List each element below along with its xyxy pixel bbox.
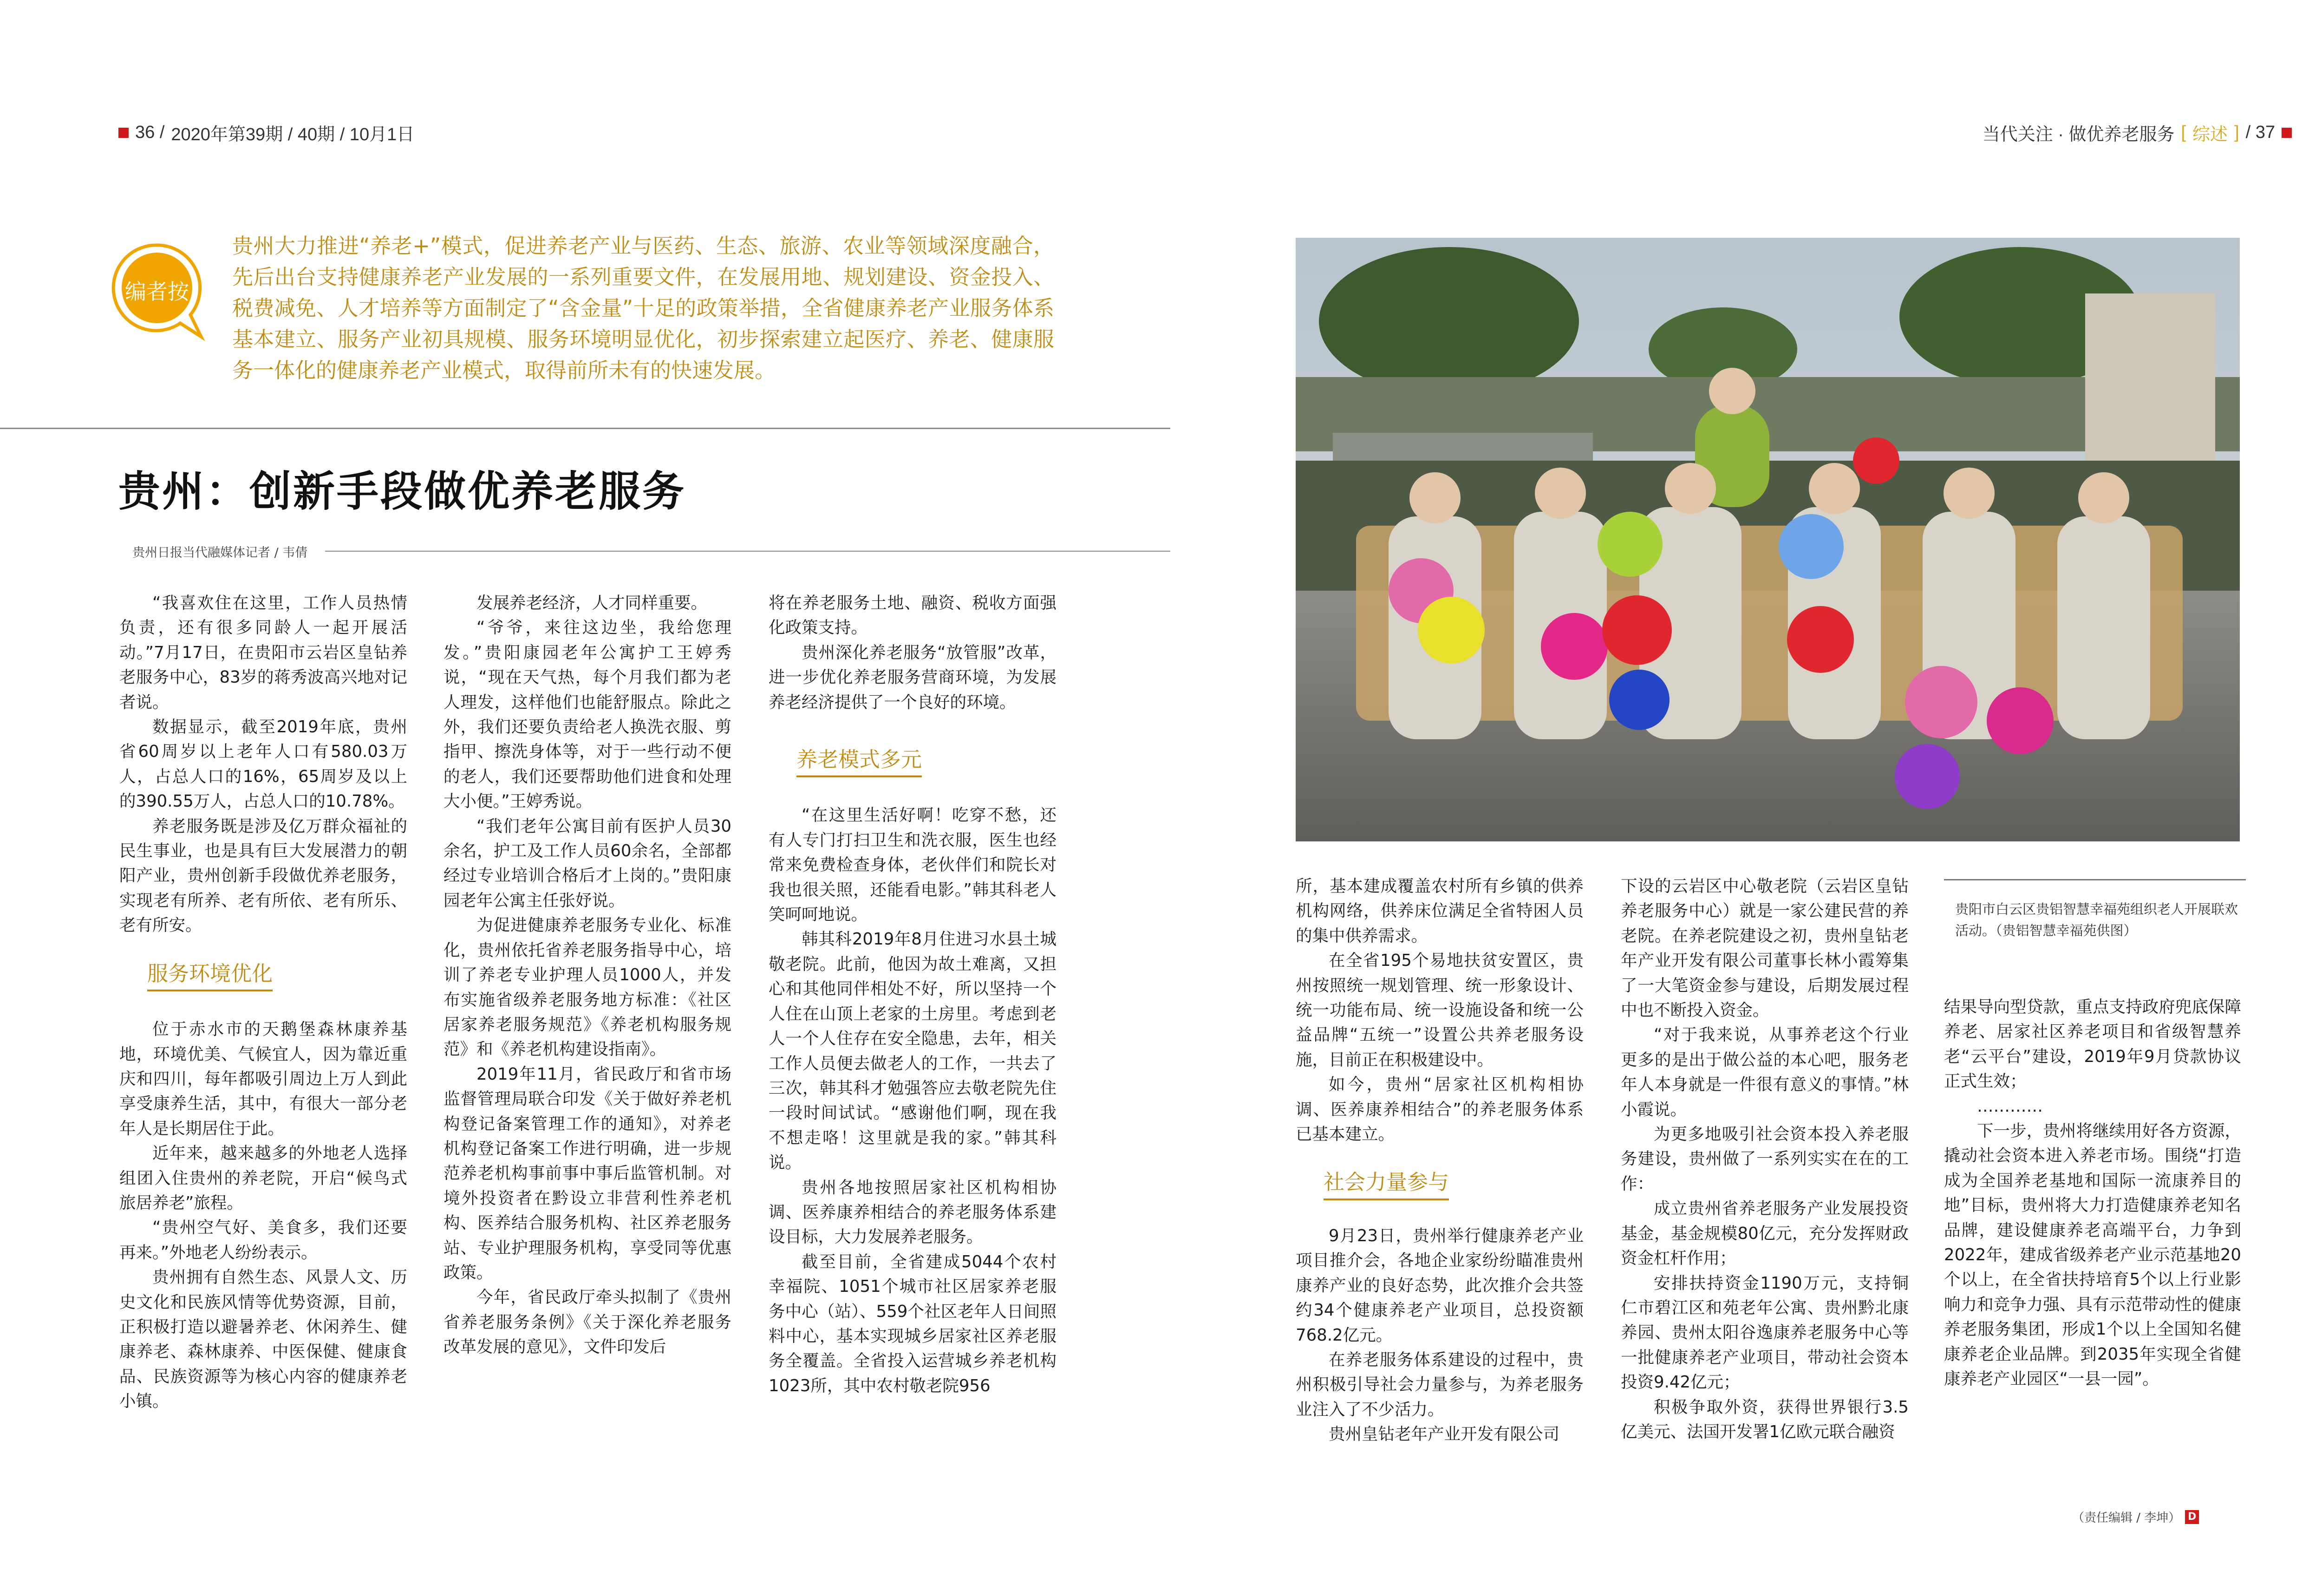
editor-note: 贵州大力推进“养老+”模式，促进养老产业与医药、生态、旅游、农业等领域深度融合，先后出台支持健康养老产业发展的一系列重要文件，在发展用地、规划建设、资金投入、税费减免、人才培养等方面制定了“含金量”十足的政策举措，全省健康养老产业服务体系基本建立、服务产业初具规模、服务环境明显优化，初步探索建立起医疗、养老、健康服务一体化的健康养老产业模式，取得前所未有的快速发展。 (232, 234, 1054, 383)
folio-section: 当代关注 · 做优养老服务 (1982, 125, 2175, 144)
column-4 (1296, 874, 1584, 1447)
editor-credit (2072, 1508, 2199, 1525)
caption-text: 贵阳市白云区贵铝智慧幸福苑组织老人开展联欢活动。 (1955, 901, 2238, 938)
paragraph: 安排扶持资金1190万元，支持铜仁市碧江区和苑老年公寓、贵州黔北康养园、贵州太阳谷逸康养老服务中心等一批健康养老产业项目，带动社会资本投资9.42亿元； (1621, 1273, 1909, 1392)
paragraph: 为促进健康养老服务专业化、标准化，贵州依托省养老服务指导中心，培训了养老专业护理人员1000人，并发布实施省级养老服务地方标准：《社区居家养老服务规范》《养老机构服务规范》和《养老机构建设指南》。 (444, 916, 731, 1059)
paragraph: 贵州皇钻老年产业开发有限公司 (1329, 1425, 1560, 1444)
paragraph: 位于赤水市的天鹅堡森林康养基地，环境优美、气候宜人，因为靠近重庆和四川，每年都吸引周边上万人到此享受康养生活，其中，有很大一部分老年人是长期居住于此。 (119, 1020, 407, 1138)
paragraph: 在养老服务体系建设的过程中，贵州积极引导社会力量参与，为养老服务业注入了不少活力。 (1296, 1350, 1584, 1419)
paragraph: “对于我来说，从事养老这个行业更多的是出于做公益的本心吧，服务老年人本身就是一件很有意义的事情。”林小霞说。 (1621, 1025, 1909, 1119)
caption-credit: （贵铝智慧幸福苑供图） (1996, 923, 2137, 938)
end-mark-icon: D (2185, 1510, 2199, 1524)
paragraph: 贵州拥有自然生态、风景人文、历史文化和民族风情等优势资源，目前，正积极打造以避暑养老、休闲养生、健康养老、森林康养、中医保健、健康食品、民族资源等为核心内容的健康养老小镇。 (119, 1268, 407, 1411)
column-1 (119, 591, 407, 1414)
paragraph: 积极争取外资，获得世界银行3.5亿美元、法国开发署1亿欧元联合融资 (1621, 1397, 1909, 1441)
paragraph: 所，基本建成覆盖农村所有乡镇的供养机构网络，供养床位满足全省特困人员的集中供养需求。 (1296, 877, 1584, 945)
paragraph: “爷爷，来往这边坐，我给您理发。”贵阳康园老年公寓护工王婷秀说，“现在天气热，每个月我们都为老人理发，这样他们也能舒服点。除此之外，我们还要负责给老人换洗衣服、剪指甲、擦洗身体等，对于一些行动不便的老人，我们还要帮助他们进食和处理大小便。”王婷秀说。 (444, 618, 731, 811)
column-2 (444, 591, 731, 1360)
paragraph: 结果导向型贷款，重点支持政府兜底保障养老、居家社区养老项目和省级智慧养老“云平台”建设，2019年9月贷款协议正式生效； (1944, 997, 2241, 1091)
column-6 (1944, 995, 2241, 1392)
editor-badge (106, 241, 208, 342)
folio-left (118, 120, 414, 145)
editor-credit-text: （责任编辑 / 李坤） (2072, 1511, 2181, 1525)
paragraph: 贵州深化养老服务“放管服”改革，进一步优化养老服务营商环境，为发展养老经济提供了一个良好的环境。 (769, 643, 1057, 712)
folio-bracket-close: ] (2234, 123, 2239, 142)
paragraph: ………… (1977, 1096, 2043, 1116)
paragraph: 9月23日，贵州举行健康养老产业项目推介会，各地企业家纷纷瞄准贵州康养产业的良好态势，此次推介会共签约34个健康养老产业项目，总投资额768.2亿元。 (1296, 1226, 1584, 1345)
paragraph: 成立贵州省养老服务产业发展投资基金，基金规模80亿元，充分发挥财政资金杠杆作用； (1621, 1199, 1909, 1268)
paragraph: 今年，省民政厅牵头拟制了《贵州省养老服务条例》《关于深化养老服务改革发展的意见》，文件印发后 (444, 1288, 731, 1357)
photo-caption (1955, 899, 2243, 941)
folio-page-right: / 37 (2245, 123, 2275, 142)
paragraph: 贵州各地按照居家社区机构相协调、医养康养相结合的养老服务体系建设目标，大力发展养老服务。 (769, 1178, 1057, 1247)
paragraph: 数据显示，截至2019年底，贵州省60周岁以上老年人口有580.03万人，占总人口的16%，65周岁及以上的390.55万人，占总人口的10.78%。 (119, 717, 407, 811)
paragraph: “贵州空气好、美食多，我们还要再来。”外地老人纷纷表示。 (119, 1218, 407, 1262)
paragraph: 韩其科2019年8月住进习水县土城敬老院。此前，他因为故土难离，又担心和其他同伴相处不好，所以坚持一个人住在山顶上老家的土房里。考虑到老人一个人住存在安全隐患，去年，相关工作人员便去做老人的工作，一共去了三次，韩其科才勉强答应去敬老院先住一段时间试试。“感谢他们啊，现在我不想走咯！这里就是我的家。”韩其科说。 (769, 930, 1057, 1173)
red-square-icon (2282, 128, 2292, 138)
paragraph: 近年来，越来越多的外地老人选择组团入住贵州的养老院，开启“候鸟式旅居养老”旅程。 (119, 1144, 407, 1212)
folio-right (1983, 120, 2292, 145)
paragraph: 发展养老经济，人才同样重要。 (476, 593, 708, 612)
folio-issue: 2020年第39期 / 40期 / 10月1日 (171, 125, 415, 144)
paragraph: 下一步，贵州将继续用好各方资源，撬动社会资本进入养老市场。围绕“打造成为全国养老基地和国际一流康养目的地”目标，贵州将大力打造健康养老知名品牌，建设健康养老高端平台，力争到2022年，建成省级养老产业示范基地20个以上，在全省扶持培育5个以上行业影响力和竞争力强、具有示范带动性的健康养老服务集团，形成1个以上全国知名健康养老企业品牌。到2035年实现全省健康养老产业园区“一县一园”。 (1944, 1121, 2241, 1389)
paragraph: 在全省195个易地扶贫安置区，贵州按照统一规划管理、统一形象设计、统一功能布局、统一设施设备和统一公益品牌“五统一”设置公共养老服务设施，目前正在积极建设中。 (1296, 951, 1584, 1069)
subheading-social-participation: 社会力量参与 (1324, 1170, 1449, 1200)
byline-rule (325, 551, 1170, 552)
red-square-icon (118, 128, 129, 138)
paragraph: 截至目前，全省建成5044个农村幸福院、1051个城市社区居家养老服务中心（站）、559个社区老年人日间照料中心，基本实现城乡居家社区养老服务全覆盖。全省投入运营城乡养老机构1023所，其中农村敬老院956 (769, 1252, 1057, 1395)
page-title: 贵州：创新手段做优养老服务 (118, 467, 686, 516)
header-divider (0, 428, 1170, 429)
paragraph: 如今，贵州“居家社区机构相协调、医养康养相结合”的养老服务体系已基本建立。 (1296, 1075, 1584, 1144)
paragraph: “我喜欢住在这里，工作人员热情负责，还有很多同龄人一起开展活动。”7月17日，在贵阳市云岩区皇钻养老服务中心，83岁的蒋秀波高兴地对记者说。 (119, 593, 407, 712)
folio-bracket-open: [ (2181, 123, 2186, 142)
subheading-service-environment: 服务环境优化 (147, 961, 273, 991)
paragraph: 下设的云岩区中心敬老院（云岩区皇钻养老服务中心）就是一家公建民营的养老院。在养老院建设之初，贵州皇钻老年产业开发有限公司董事长林小霞筹集了一大笔资金参与建设，后期发展过程中也不断投入资金。 (1621, 877, 1909, 1020)
caption-rule (1944, 879, 2246, 880)
seniors-party-photo (1296, 238, 2240, 841)
column-5 (1621, 874, 1909, 1444)
folio-tag: 综述 (2192, 125, 2228, 144)
paragraph: “我们老年公寓目前有医护人员30余名，护工及工作人员60余名，全部都经过专业培训合格后才上岗的。”贵阳康园老年公寓主任张妤说。 (444, 816, 731, 910)
byline: 贵州日报当代融媒体记者 / 韦倩 (132, 546, 308, 560)
paragraph: 将在养老服务土地、融资、税收方面强化政策支持。 (769, 593, 1057, 638)
subheading-care-models: 养老模式多元 (796, 747, 922, 777)
paragraph: 养老服务既是涉及亿万群众福祉的民生事业，也是具有巨大发展潜力的朝阳产业，贵州创新手段做优养老服务，实现老有所养、老有所依、老有所乐、老有所安。 (119, 816, 407, 935)
paragraph: 为更多地吸引社会资本投入养老服务建设，贵州做了一系列实实在在的工作： (1621, 1125, 1909, 1193)
column-3 (769, 591, 1057, 1398)
folio-page-left: 36 / (135, 123, 165, 142)
paragraph: “在这里生活好啊！吃穿不愁，还有人专门打扫卫生和洗衣服，医生也经常来免费检查身体，老伙伴们和院长对我也很关照，还能看电影。”韩其科老人笑呵呵地说。 (769, 806, 1057, 925)
paragraph: 2019年11月，省民政厅和省市场监督管理局联合印发《关于做好养老机构登记备案管理工作的通知》，对养老机构登记备案工作进行明确，进一步规范养老机构事前事中事后监管机制。对境外投资者在黔设立非营利性养老机构、医养结合服务机构、社区养老服务站、专业护理服务机构，享受同等优惠政策。 (444, 1064, 731, 1282)
editor-badge-label: 编者按 (125, 279, 189, 304)
